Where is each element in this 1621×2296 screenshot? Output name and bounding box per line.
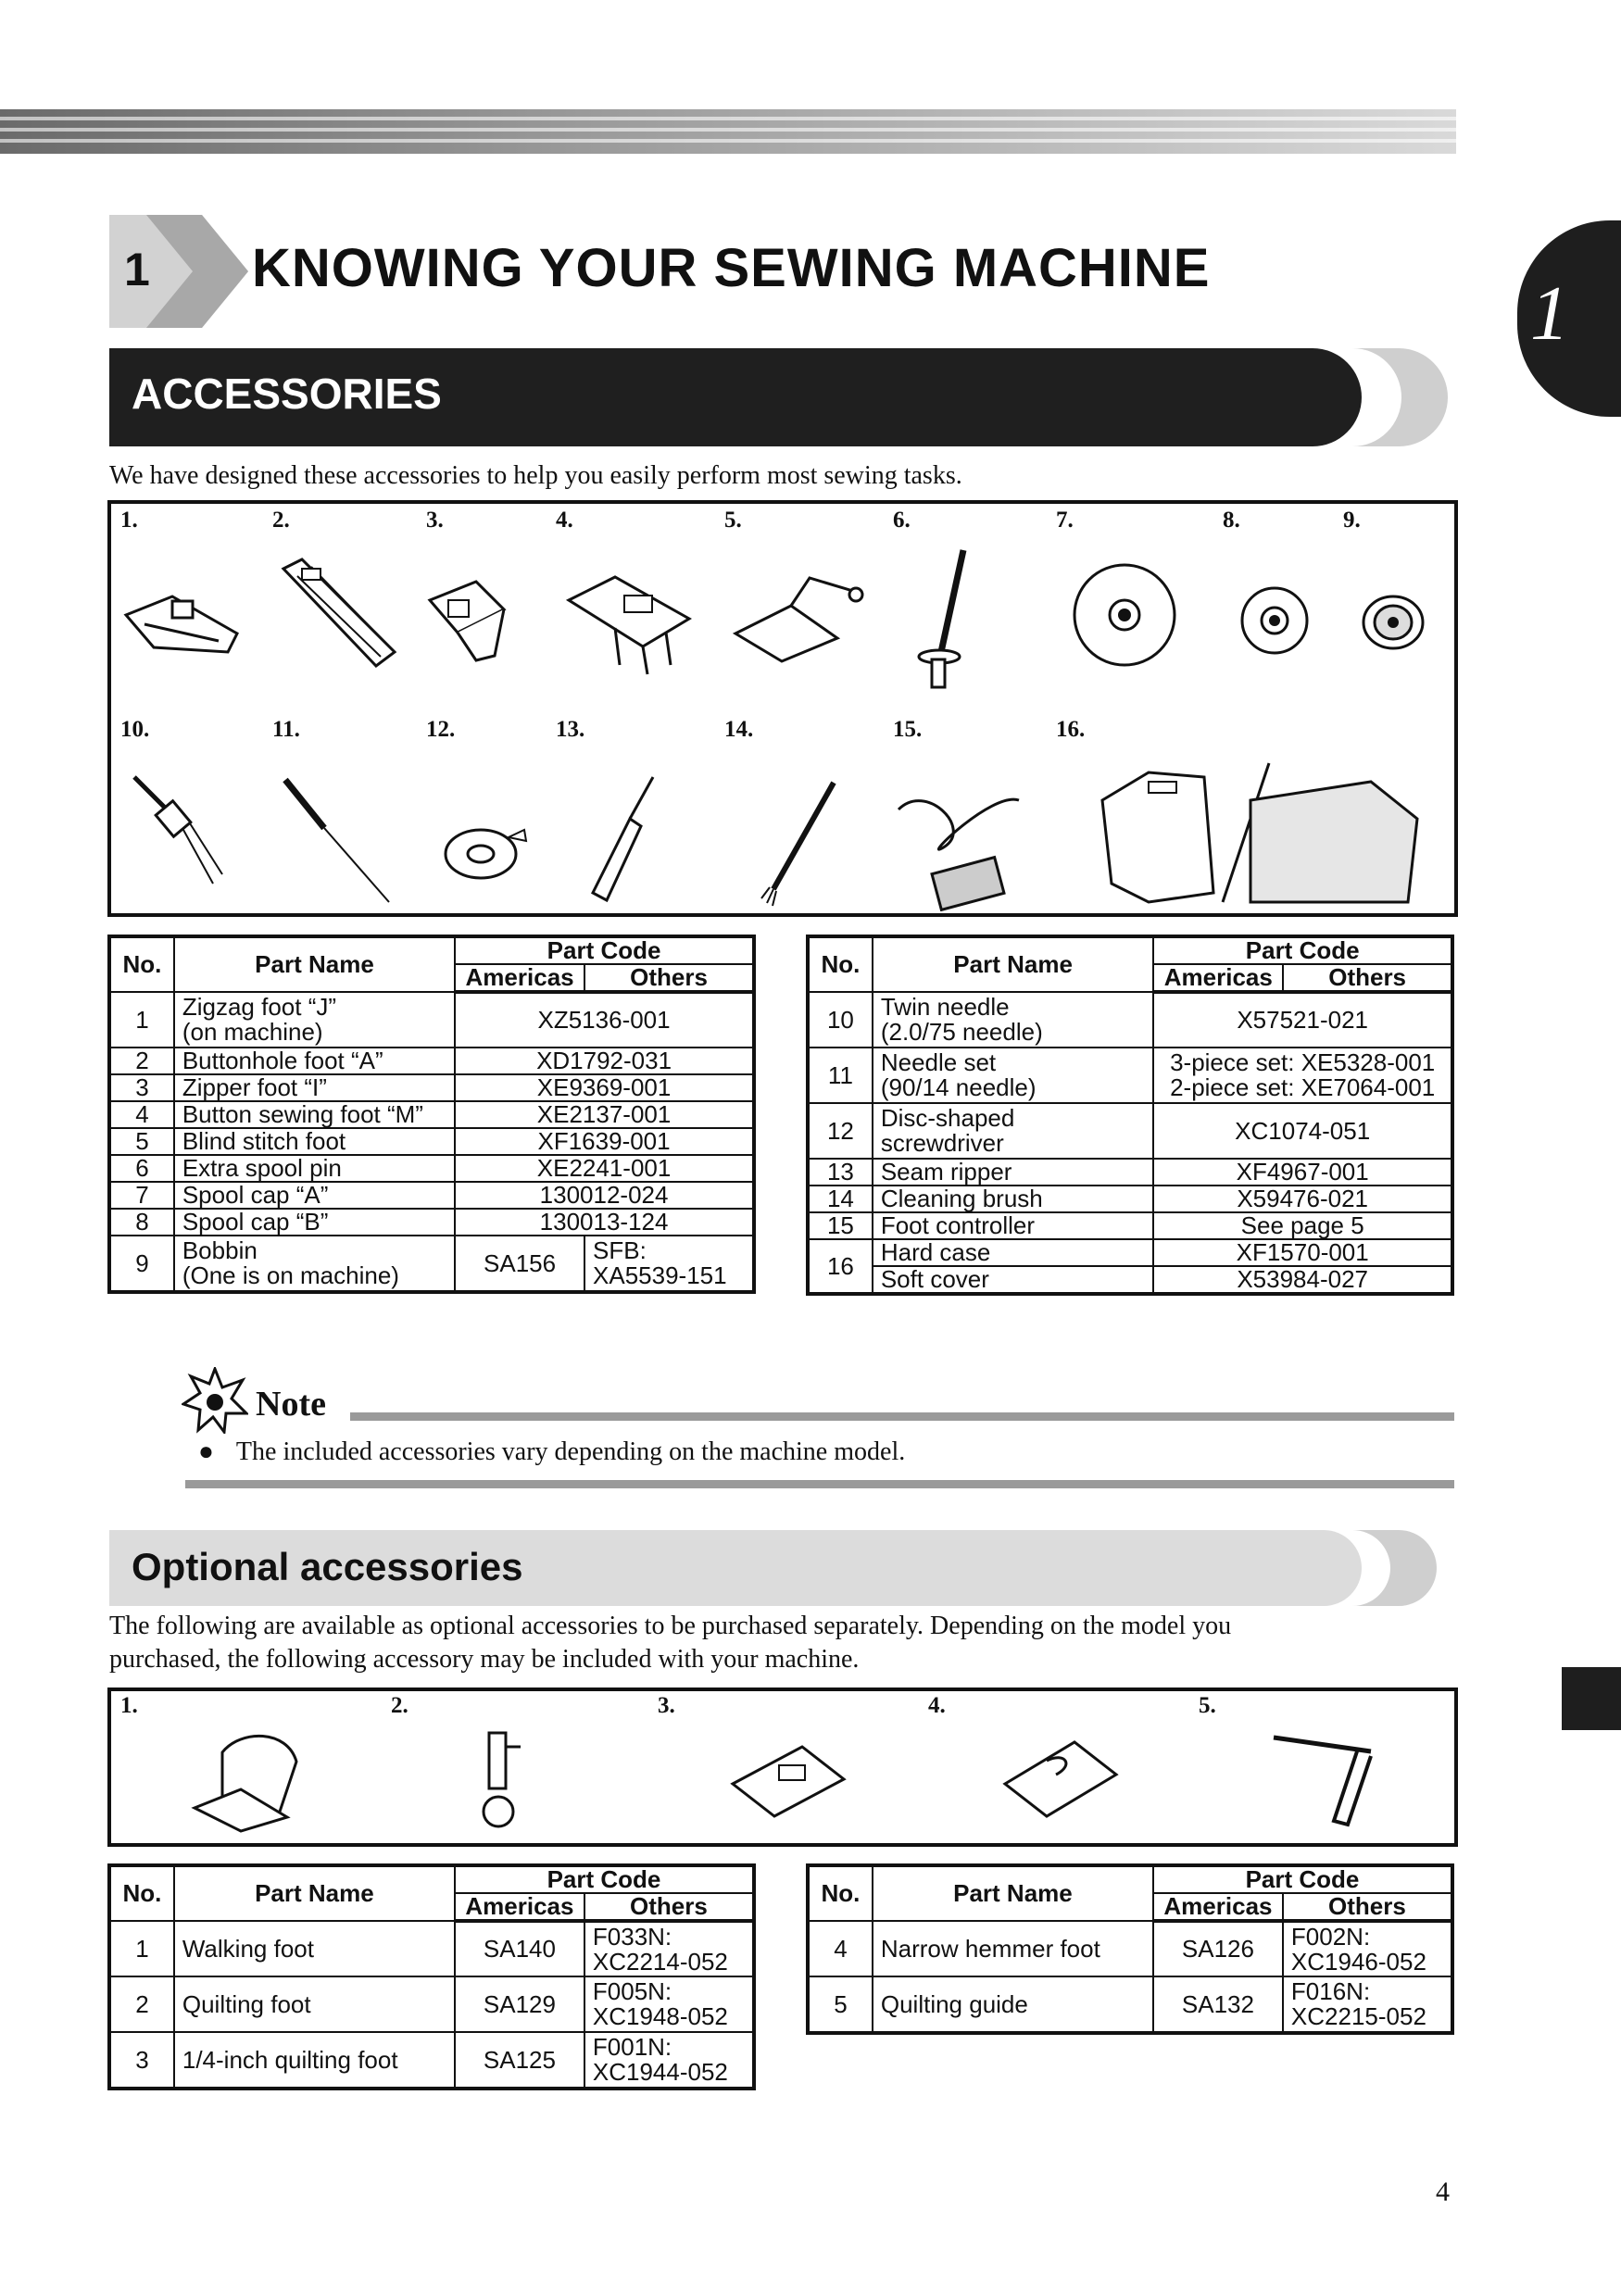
chapter-index-marker — [1562, 1667, 1621, 1730]
note-bottom-divider — [185, 1480, 1454, 1488]
item-label: 1. — [120, 508, 138, 533]
item-label: 4. — [928, 1693, 946, 1718]
table-row: 8 Spool cap “B” 130013-124 — [109, 1209, 754, 1236]
item-label: 11. — [272, 717, 300, 742]
table-row: 3 Zipper foot “I” XE9369-001 — [109, 1074, 754, 1101]
hard-case-soft-cover-icon — [1093, 754, 1426, 911]
twin-needle-icon — [130, 772, 232, 893]
note-divider — [350, 1412, 1454, 1421]
page-number: 4 — [1436, 2177, 1450, 2207]
item-label: 1. — [120, 1693, 138, 1718]
header-gradient-bar — [0, 109, 1456, 154]
table-row: 2 Quilting foot SA129 F005N: XC1948-052 — [109, 1976, 754, 2032]
seam-ripper-icon — [574, 772, 667, 911]
spool-cap-b-icon — [1238, 583, 1312, 658]
table-row: 2 Buttonhole foot “A” XD1792-031 — [109, 1048, 754, 1074]
optional-table-left: No. Part Name Part Code Americas Others 1 Walking foot SA140 F033N: XC2214-052 2 Quilting foot SA129 F005N: XC1948-052 3 1/4-inch quilting foot SA125 F001N: XC1944-052 — [107, 1863, 756, 2090]
table-row: 10 Twin needle (2.0/75 needle) X57521-021 — [808, 992, 1452, 1048]
quarter-inch-foot-icon — [728, 1738, 848, 1821]
table-row: 7 Spool cap “A” 130012-024 — [109, 1182, 754, 1209]
note-icon — [182, 1367, 248, 1434]
item-label: 4. — [556, 508, 573, 533]
section-bar-cap-icon — [1334, 348, 1454, 446]
table-row: 5 Quilting guide SA132 F016N: XC2215-052 — [808, 1976, 1452, 2033]
header-no: No. — [109, 936, 174, 992]
item-label: 15. — [893, 717, 923, 742]
section-bar-cap-icon — [1334, 1530, 1454, 1606]
accessories-intro: We have designed these accessories to help you easily perform most sewing tasks. — [109, 461, 962, 490]
narrow-hemmer-foot-icon — [1000, 1728, 1121, 1821]
item-label: 8. — [1223, 508, 1240, 533]
table-row: 9 Bobbin (One is on machine) SA156 SFB: XA5539-151 — [109, 1236, 754, 1292]
item-label: 2. — [391, 1693, 408, 1718]
optional-table-right: No. Part Name Part Code Americas Others 4 Narrow hemmer foot SA126 F002N: XC1946-052 5 Quilting guide SA132 F016N: XC2215-052 — [806, 1863, 1454, 2035]
header-part-code: Part Code — [455, 936, 754, 964]
item-label: 10. — [120, 717, 150, 742]
item-label: 6. — [893, 508, 911, 533]
item-label: 12. — [426, 717, 456, 742]
extra-spool-pin-icon — [908, 541, 991, 708]
item-label: 7. — [1056, 508, 1074, 533]
buttonhole-foot-icon — [274, 550, 404, 680]
item-label: 2. — [272, 508, 290, 533]
item-label: 14. — [724, 717, 754, 742]
bobbin-icon — [1356, 593, 1430, 652]
item-label: 5. — [1199, 1693, 1216, 1718]
table-row: 3 1/4-inch quilting foot SA125 F001N: XC1944-052 — [109, 2032, 754, 2089]
quilting-guide-icon — [1269, 1728, 1380, 1830]
table-row: 1 Walking foot SA140 F033N: XC2214-052 — [109, 1921, 754, 1976]
cleaning-brush-icon — [750, 778, 843, 908]
table-row: 1 Zigzag foot “J” (on machine) XZ5136-001 — [109, 992, 754, 1048]
accessories-table-left — [107, 935, 756, 1294]
item-label: 5. — [724, 508, 742, 533]
table-row: 6 Extra spool pin XE2241-001 — [109, 1155, 754, 1182]
table-row: 12 Disc-shaped screwdriver XC1074-051 — [808, 1103, 1452, 1159]
button-sewing-foot-icon — [559, 563, 698, 684]
blind-stitch-foot-icon — [726, 559, 874, 671]
needle-set-icon — [278, 772, 398, 911]
note-title: Note — [256, 1385, 326, 1424]
table-row: 15 Foot controller See page 5 — [808, 1212, 1452, 1239]
note-text: ● The included accessories vary depending on the machine model. — [198, 1437, 906, 1466]
accessories-table-right: No. Part Name Part Code Americas Others 10 Twin needle (2.0/75 needle) X57521-021 11 Needle set (90/14 needle) 3-piece set: XE5328-001 2-piece set: XE7064-001 12 Disc-shaped screwdriver XC1074-051 13 Seam ripper XF4967-001 14 Cleaning brush X59476-021 15 Foot controller See page 5 16 Hard case XF1570-001 Soft cover X53984-027 — [806, 935, 1454, 1296]
optional-heading: Optional accessories — [132, 1545, 523, 1588]
table-row: 5 Blind stitch foot XF1639-001 — [109, 1128, 754, 1155]
foot-controller-icon — [889, 772, 1028, 911]
zigzag-foot-icon — [117, 559, 256, 671]
optional-image-box — [107, 1687, 1458, 1847]
item-label: 3. — [658, 1693, 675, 1718]
item-label: 16. — [1056, 717, 1086, 742]
chapter-number: 1 — [124, 244, 150, 295]
disc-screwdriver-icon — [439, 819, 532, 884]
chapter-side-tab-number: 1 — [1530, 270, 1569, 357]
optional-intro: The following are available as optional accessories to be purchased separately. Depending on the model you purchased, the following accessory may be included with your machine. — [109, 1612, 1232, 1674]
walking-foot-icon — [185, 1725, 315, 1836]
table-row: 13 Seam ripper XF4967-001 — [808, 1159, 1452, 1186]
table-row: 16 Hard case XF1570-001 — [808, 1239, 1452, 1266]
accessories-image-box — [107, 500, 1458, 917]
header-others: Others — [584, 964, 754, 992]
spool-cap-a-icon — [1069, 559, 1180, 671]
table-row: 11 Needle set (90/14 needle) 3-piece set: XE5328-001 2-piece set: XE7064-001 — [808, 1048, 1452, 1103]
table-row: 4 Button sewing foot “M” XE2137-001 — [109, 1101, 754, 1128]
item-label: 13. — [556, 717, 585, 742]
header-americas: Americas — [455, 964, 584, 992]
quilting-foot-icon — [472, 1728, 528, 1839]
item-label: 9. — [1343, 508, 1361, 533]
table-row: 14 Cleaning brush X59476-021 — [808, 1186, 1452, 1212]
note-bullet: ● — [198, 1437, 214, 1466]
chapter-title: KNOWING YOUR SEWING MACHINE — [252, 238, 1211, 298]
table-row: 4 Narrow hemmer foot SA126 F002N: XC1946-052 — [808, 1921, 1452, 1976]
accessories-heading: ACCESSORIES — [132, 370, 442, 418]
table-row: Soft cover X53984-027 — [808, 1266, 1452, 1294]
header-part-name: Part Name — [174, 936, 455, 992]
zipper-foot-icon — [421, 572, 522, 674]
item-label: 3. — [426, 508, 444, 533]
